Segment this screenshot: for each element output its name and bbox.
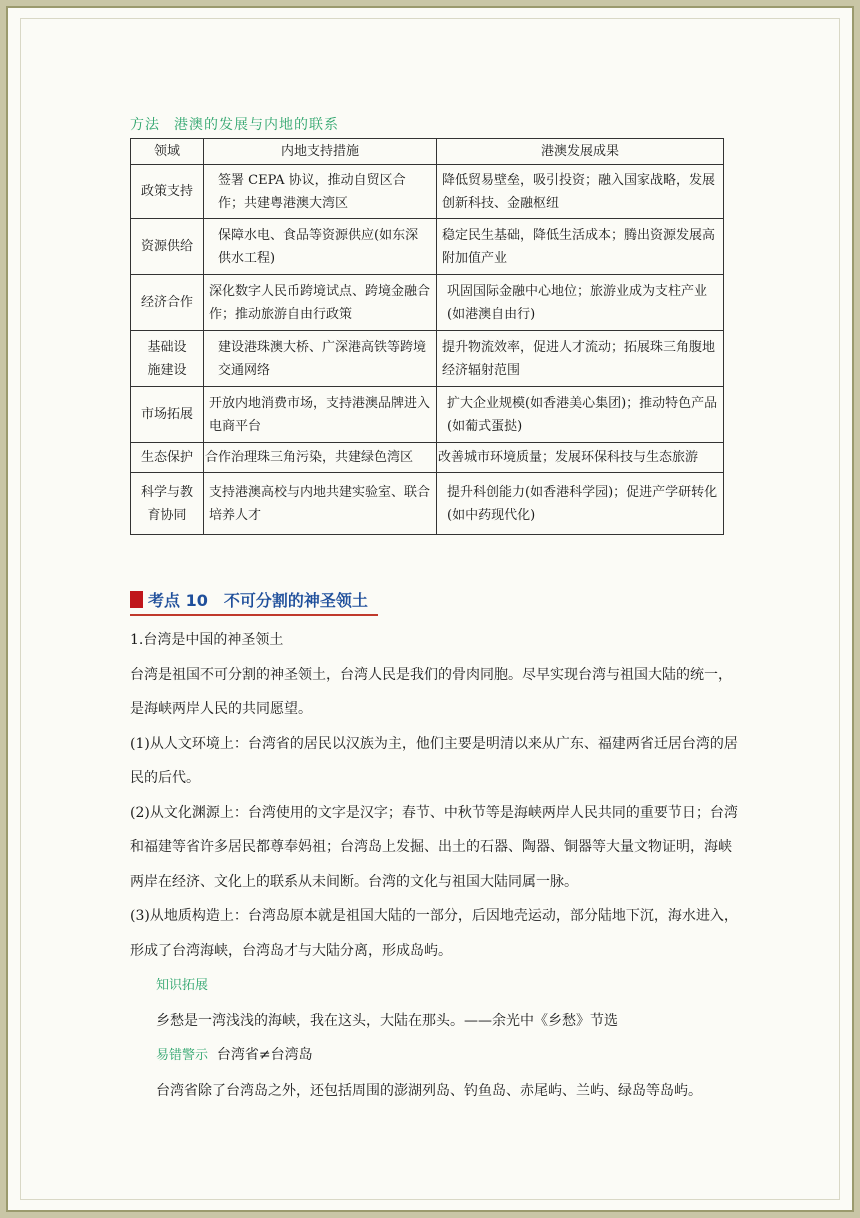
table-cell-field: 政策支持 (131, 165, 204, 219)
table-cell-results: 稳定民生基础，降低生活成本；腾出资源发展高附加值产业 (437, 219, 724, 275)
table-row (131, 275, 724, 331)
table-header-row (131, 139, 724, 165)
method-title (130, 114, 339, 134)
table-row (131, 443, 724, 473)
table-cell-results: 扩大企业规模(如香港美心集团)；推动特色产品(如葡式蛋挞) (437, 387, 724, 443)
table-cell-field: 科学与教育协同 (131, 473, 204, 535)
table-cell-results: 降低贸易壁垒，吸引投资；融入国家战略，发展创新科技、金融枢纽 (437, 165, 724, 219)
table-cell-field: 资源供给 (131, 219, 204, 275)
table-cell-results: 提升科创能力(如香港科学园)；促进产学研转化(如中药现代化) (437, 473, 724, 535)
section-number: 考点 10 (148, 591, 208, 610)
section-content (130, 623, 740, 1108)
table-cell-field: 生态保护 (131, 443, 204, 473)
table-cell-measures: 签署 CEPA 协议，推动自贸区合作；共建粤港澳大湾区 (204, 165, 437, 219)
intro-paragraph: 台湾是祖国不可分割的神圣领土，台湾人民是我们的骨肉同胞。尽早实现台湾与祖国大陆的统一，是海峡两岸人民的共同愿望。 (130, 666, 732, 717)
warning-row (130, 1038, 740, 1074)
method-title-text: 港澳的发展与内地的联系 (174, 117, 339, 133)
table-cell-results: 改善城市环境质量；发展环保科技与生态旅游 (437, 443, 724, 473)
table-cell-field: 基础设施建设 (131, 331, 204, 387)
point-1: (1)从人文环境上：台湾省的居民以汉族为主，他们主要是明清以来从广东、福建两省迁居台湾的居民的后代。 (130, 735, 738, 786)
table-row (131, 387, 724, 443)
table-cell-measures: 开放内地消费市场，支持港澳品牌进入电商平台 (204, 387, 437, 443)
knowledge-text: 乡愁是一湾浅浅的海峡，我在这头，大陆在那头。——余光中《乡愁》节选 (156, 1012, 618, 1029)
table-cell-field: 市场拓展 (131, 387, 204, 443)
table-row (131, 331, 724, 387)
point-3: (3)从地质构造上：台湾岛原本就是祖国大陆的一部分，后因地壳运动，部分陆地下沉，海水进入，形成了台湾海峡，台湾岛才与大陆分离，形成岛屿。 (130, 908, 738, 959)
section-marker-icon (130, 591, 143, 608)
table-cell-results: 巩固国际金融中心地位；旅游业成为支柱产业(如港澳自由行) (437, 275, 724, 331)
table-row (131, 219, 724, 275)
table-cell-measures: 合作治理珠三角污染，共建绿色湾区 (204, 443, 437, 473)
warning-title: 台湾省≠台湾岛 (216, 1047, 313, 1063)
warning-text: 台湾省除了台湾岛之外，还包括周围的澎湖列岛、钓鱼岛、赤尾屿、兰屿、绿岛等岛屿。 (156, 1082, 702, 1099)
hk-macao-table (130, 138, 724, 535)
warning-label: 易错警示 (156, 1048, 209, 1063)
section-heading (130, 588, 378, 616)
method-label: 方法 (130, 117, 160, 133)
table-header: 内地支持措施 (204, 139, 437, 165)
table-cell-measures: 建设港珠澳大桥、广深港高铁等跨境交通网络 (204, 331, 437, 387)
knowledge-label: 知识拓展 (156, 978, 209, 993)
point-2: (2)从文化渊源上：台湾使用的文字是汉字；春节、中秋节等是海峡两岸人民共同的重要节日；台湾和福建等省许多居民都尊奉妈祖；台湾岛上发掘、出土的石器、陶器、铜器等大量文物证明，海峡两岸在经济、文化上的联系从未间断。台湾的文化与祖国大陆同属一脉。 (130, 804, 738, 890)
table-header: 领域 (131, 139, 204, 165)
sub-heading: 1.台湾是中国的神圣领土 (130, 632, 284, 648)
table-row (131, 165, 724, 219)
table-row (131, 473, 724, 535)
section-title: 不可分割的神圣领土 (223, 591, 368, 610)
table-cell-measures: 深化数字人民币跨境试点、跨境金融合作；推动旅游自由行政策 (204, 275, 437, 331)
table-cell-results: 提升物流效率，促进人才流动；拓展珠三角腹地经济辐射范围 (437, 331, 724, 387)
table-header: 港澳发展成果 (437, 139, 724, 165)
table-cell-measures: 支持港澳高校与内地共建实验室、联合培养人才 (204, 473, 437, 535)
table-cell-measures: 保障水电、食品等资源供应(如东深供水工程) (204, 219, 437, 275)
table-cell-field: 经济合作 (131, 275, 204, 331)
